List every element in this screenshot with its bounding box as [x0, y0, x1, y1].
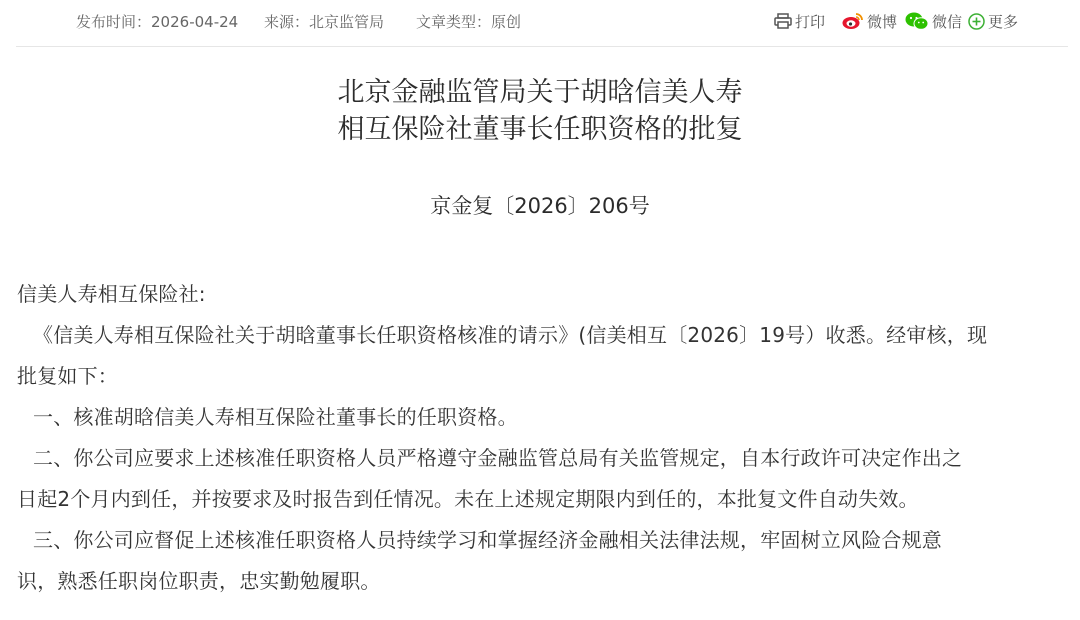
item-2-line-2: 日起2个月内到任，并按要求及时报告到任情况。未在上述规定期限内到任的，本批复文件自动失效。	[17, 487, 919, 511]
title-line-1: 北京金融监管局关于胡晗信美人寿	[337, 77, 743, 108]
paragraph-1-line-1: 《信美人寿相互保险社关于胡晗董事长任职资格核准的请示》(信美相互〔2026〕19号）收悉。经审核，现	[33, 323, 988, 347]
plus-circle-icon	[968, 13, 985, 30]
printer-icon	[774, 13, 792, 29]
wechat-label: 微信	[932, 12, 963, 31]
item-1: 一、核准胡晗信美人寿相互保险社董事长的任职资格。	[33, 405, 518, 429]
weibo-label: 微博	[867, 12, 898, 31]
publish-time	[76, 11, 238, 32]
article-type-label: 文章类型：	[416, 13, 492, 31]
document-number: 京金复〔2026〕206号	[430, 194, 650, 218]
publish-time-value: 2026-04-24	[151, 13, 239, 31]
paragraph-1-line-2: 批复如下：	[17, 364, 118, 388]
article-title	[0, 74, 1080, 148]
publish-time-label: 发布时间：	[76, 13, 152, 31]
article-body	[17, 274, 1069, 602]
wechat-share-button[interactable]	[905, 9, 962, 33]
title-line-2: 相互保险社董事长任职资格的批复	[337, 114, 743, 145]
item-3-line-1: 三、你公司应督促上述核准任职资格人员持续学习和掌握经济金融相关法律法规，牢固树立风险合规意	[33, 528, 942, 552]
article-type-value: 原创	[491, 13, 522, 31]
weibo-share-button[interactable]	[842, 9, 897, 33]
more-label: 更多	[988, 12, 1019, 31]
addressee: 信美人寿相互保险社:	[17, 282, 206, 306]
source-value: 北京监管局	[309, 13, 385, 31]
print-label: 打印	[795, 12, 826, 31]
print-button[interactable]	[774, 9, 825, 33]
weibo-icon	[842, 12, 864, 30]
wechat-icon	[905, 12, 929, 30]
source	[264, 11, 384, 32]
article-type	[416, 11, 521, 32]
source-label: 来源：	[264, 13, 310, 31]
item-2-line-1: 二、你公司应要求上述核准任职资格人员严格遵守金融监管总局有关监管规定，自本行政许可决定作出之	[33, 446, 963, 470]
more-share-button[interactable]	[968, 9, 1018, 33]
item-3-line-2: 识，熟悉任职岗位职责，忠实勤勉履职。	[17, 569, 381, 593]
article-meta-bar	[16, 0, 1068, 47]
